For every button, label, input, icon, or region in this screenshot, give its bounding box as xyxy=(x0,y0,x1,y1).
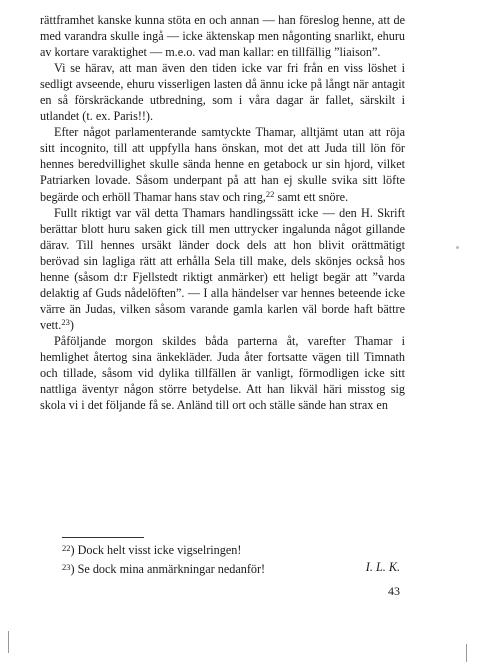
page-number: 43 xyxy=(388,584,400,598)
paragraph-5: Påföljande morgon skildes båda parterna åt, varefter Thamar i hemlighet återtog sina änkekläder. Juda åter fortsatte vägen till Timnath och tillade, såsom vid dylika tillfällen är vanligt, förmodligen icke sitt nattliga äventyr någon större betydelse. Att han likväl häri misstog sig skola vi i det följande få se. Anländ till ort och ställe sände han strax en xyxy=(40,333,405,413)
footnote-ref-22: 22 xyxy=(265,188,275,199)
footnote-23 xyxy=(40,559,400,578)
footnote-signature: I. L. K. xyxy=(365,560,400,574)
scan-edge-mark xyxy=(466,644,467,662)
footnote-text: ) Se dock mina anmärkningar nedanför! xyxy=(70,562,266,576)
paragraph-2: Vi se härav, att man även den tiden icke var fri från en viss löshet i sedligt avseende, ehuru visserligen lasten då ännu icke på långt när antagit en så förskräckande utbredning, som i våra dagar är fallet, särskilt i utlandet (t. ex. Paris!!). xyxy=(40,61,405,124)
footnote-divider xyxy=(62,537,144,538)
footnotes xyxy=(40,540,400,578)
paragraph-3: Efter något parlamenterande samtyckte Thamar, alltjämt utan att röja sitt incognito, till att uppfylla hans önskan, mot det att Juda till lön för hennes beredvillighet skulle sända henne en getabock ur sin hjord, vilket Patriarken lovade. Såsom underpant på att han ej skulle svika sitt löfte begärde och erhöll Thamar hans stav och ring,$^{22}$ samt ett snöre. xyxy=(40,125,405,204)
footnote-22 xyxy=(40,540,400,559)
footnote-number: 22 xyxy=(62,543,71,553)
footnote-ref-23: 23 xyxy=(61,316,70,327)
scan-edge-mark xyxy=(8,631,9,653)
footnote-number: 23 xyxy=(62,562,71,572)
footnote-text: ) Dock helt visst icke vigselringen! xyxy=(70,543,242,557)
body-text xyxy=(40,12,405,413)
margin-speck xyxy=(456,246,459,249)
paragraph-4: Fullt riktigt var väl detta Thamars handlingssätt icke — den H. Skrift berättar blott huru saken gick till men uttrycker ingalunda något gillande därav. Till hennes ursäkt länder dock dels att hon blivit orättmätigt berövad sin lagliga rätt att erhålla Sela till make, dels skönjes också hos henne (såsom d:r Fjellstedt riktigt anmärker) ett heligt begär att ”varda delaktig af Guds nådelöften”. — I alla händelser var hennes beteende icke värre än Judas, vilken såsom varande gamla karlen väl borde haft bättre vett.$^{23}$) xyxy=(40,205,405,332)
paragraph-1: rättframhet kanske kunna stöta en och annan — han föreslog henne, att de med varandra skulle ingå — icke äktenskap men någonting snarlikt, ehuru av kortare varaktighet — m.e.o. vad man kallar: en tillfällig ”liaison”. xyxy=(40,13,405,60)
